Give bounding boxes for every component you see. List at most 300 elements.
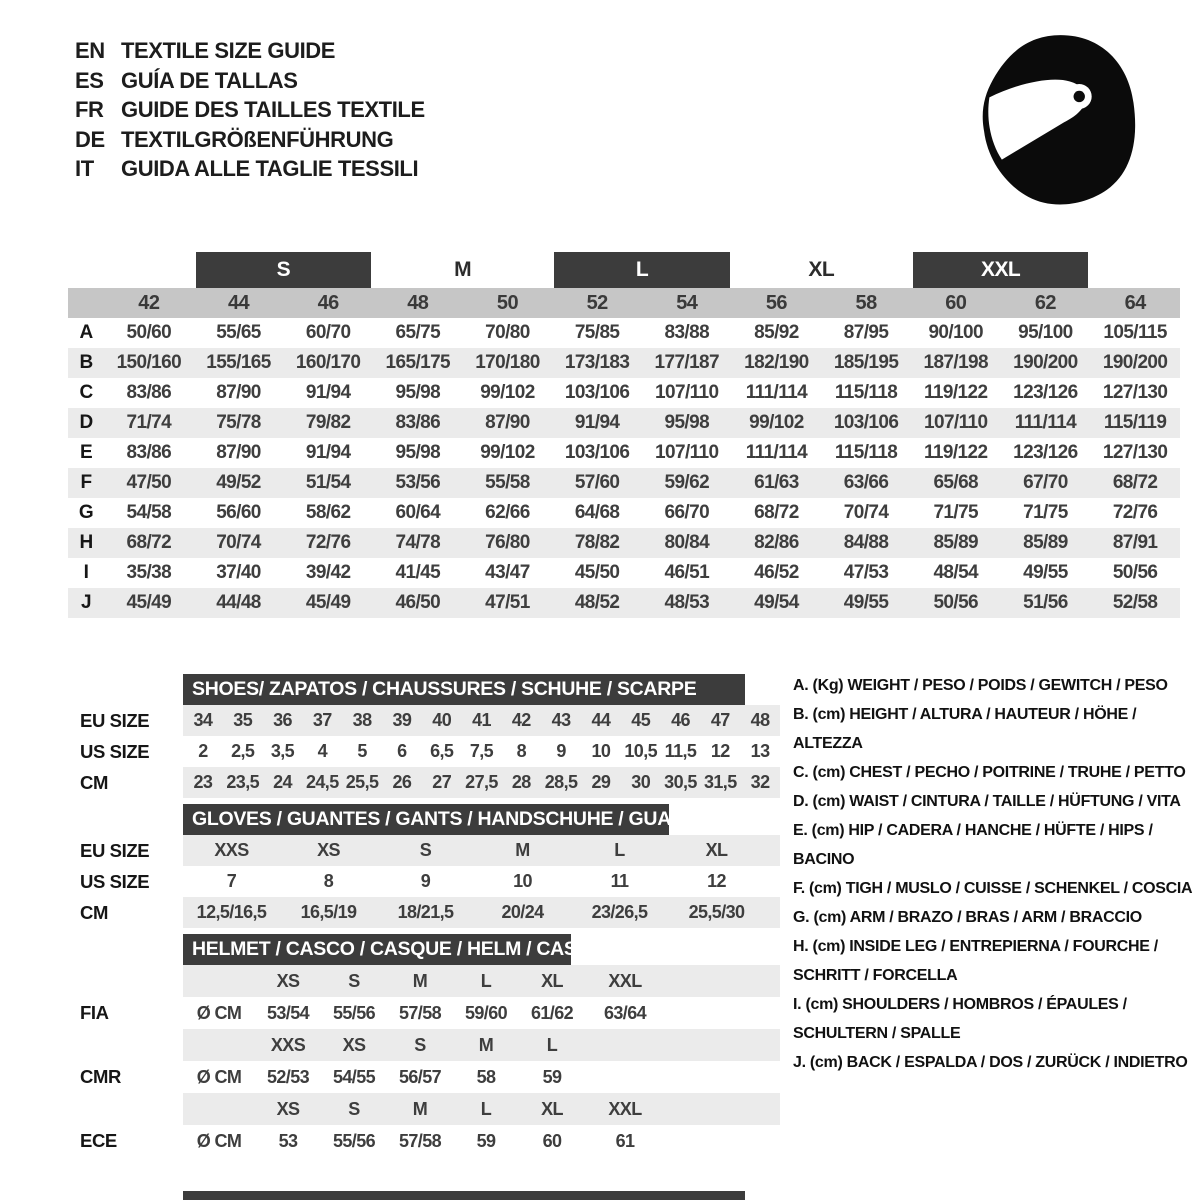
standard-label-fia: FIA: [80, 1002, 109, 1023]
helmet-title: HELMET / CASCO / CASQUE / HELM / CASCO: [183, 934, 571, 965]
measurement-value: 85/92: [754, 322, 799, 343]
measurement-value: 79/82: [283, 408, 373, 438]
measurement-value: 68/72: [754, 502, 799, 523]
legend-text: SHOULDERS / HOMBROS / ÉPAULES / SCHULTERN / SPALLE: [793, 996, 1127, 1042]
size-value: 23: [193, 772, 213, 792]
legend-text: HEIGHT / ALTURA / HAUTEUR / HÖHE / ALTEZZA: [793, 706, 1137, 752]
legend-item-h: [793, 932, 1193, 990]
legend-item-c: [793, 758, 1193, 787]
helmet-size-label: XS: [276, 970, 300, 991]
language-code: DE: [75, 126, 105, 152]
helmet-size-value: 56/57: [398, 1066, 442, 1087]
legend-key: I.: [793, 996, 806, 1013]
numeric-size-label: 42: [104, 288, 194, 318]
numeric-size-label: 50: [463, 288, 553, 318]
language-title-row: [75, 95, 425, 125]
measurement-row-d: [68, 408, 1180, 438]
size-value: 3,5: [270, 741, 295, 761]
measurement-value: 48/53: [642, 588, 732, 618]
measurement-value: 123/126: [1013, 442, 1078, 463]
measurement-row-letter: I: [83, 562, 89, 583]
legend-item-i: [793, 990, 1193, 1048]
helmet-size-value: 59: [542, 1066, 562, 1087]
helmet-size-value: 58: [476, 1066, 496, 1087]
measurement-row-g: [68, 498, 1180, 528]
numeric-size-label: 56: [732, 288, 822, 318]
guide-title: GUIDA ALLE TAGLIE TESSILI: [121, 156, 419, 181]
size-value: 6,5: [430, 741, 454, 761]
measurement-value: 85/89: [1001, 528, 1091, 558]
size-value: 44: [591, 710, 611, 730]
size-value: 11,5: [664, 741, 697, 761]
measurement-value: 119/122: [924, 442, 988, 463]
row-values: [183, 866, 780, 897]
measurement-value: 71/74: [104, 408, 194, 438]
measurement-value: 54/58: [126, 502, 172, 523]
measurement-value: 82/86: [732, 528, 822, 558]
measurement-value: 49/55: [821, 588, 911, 618]
legend-key: D.: [793, 793, 813, 810]
measurement-value: 173/183: [552, 348, 642, 378]
measurement-value: 76/80: [463, 528, 553, 558]
measurement-value: 190/200: [1090, 348, 1180, 378]
measurement-value: 115/118: [834, 382, 898, 403]
measurement-value: 107/110: [655, 442, 719, 463]
legend-unit: (cm): [809, 880, 846, 897]
cropped-section-header-bar: [183, 1191, 745, 1200]
measurement-row-letter: H: [68, 528, 104, 558]
size-group-cell: [911, 250, 1090, 288]
shoes-size-table: [68, 674, 783, 798]
measurement-value: 177/187: [642, 348, 732, 378]
helmet-size-value: 55/56: [332, 1002, 376, 1023]
measurement-row-e: [68, 438, 1180, 468]
helmet-size-label: L: [480, 970, 492, 991]
measurement-row-letter: C: [79, 382, 93, 403]
measurement-value: 68/72: [1090, 468, 1180, 498]
numeric-size-label: 46: [283, 288, 373, 318]
row-label-us-size: US SIZE: [80, 740, 150, 762]
numeric-size-label: 64: [1090, 288, 1180, 318]
language-title-row: [75, 154, 425, 184]
measurement-value: 46/51: [664, 562, 710, 583]
measurement-value: 85/89: [911, 528, 1001, 558]
legend-item-g: [793, 903, 1193, 932]
row-values: [183, 767, 780, 798]
visor-pivot-inner: [1074, 91, 1085, 102]
size-value: 7,5: [469, 741, 494, 761]
standard-label-ece: ECE: [80, 1130, 117, 1151]
measurement-value: 84/88: [821, 528, 911, 558]
legend-item-d: [793, 787, 1193, 816]
legend-item-a: [793, 671, 1193, 700]
measurement-value: 111/114: [1001, 408, 1091, 438]
size-value: 27: [432, 772, 452, 792]
size-value: 47: [710, 710, 730, 730]
legend-text: BACK / ESPALDA / DOS / ZURÜCK / INDIETRO: [846, 1054, 1188, 1071]
helmet-size-value: 63/64: [603, 1002, 647, 1023]
size-value: 2: [198, 741, 208, 761]
size-value: XS: [317, 840, 340, 860]
size-value: 29: [591, 772, 611, 792]
language-code: IT: [75, 156, 94, 181]
size-value: 25,5: [345, 772, 379, 792]
measurement-row-f: [68, 468, 1180, 498]
size-value: 45: [631, 710, 651, 730]
helmet-size-label: M: [412, 1098, 428, 1119]
size-value: 8: [516, 741, 526, 761]
measurement-value: 41/45: [395, 562, 441, 583]
size-value: 23/26,5: [591, 902, 648, 922]
measurement-value: 95/100: [1018, 322, 1073, 343]
numeric-size-label: 44: [194, 288, 284, 318]
measurement-value: 46/52: [754, 562, 799, 583]
measurement-value: 57/60: [552, 468, 642, 498]
legend-text: WEIGHT / PESO / POIDS / GEWITCH / PESO: [847, 677, 1168, 694]
measurement-value: 55/58: [463, 468, 553, 498]
size-value: S: [419, 840, 432, 860]
size-value: 10: [591, 741, 611, 761]
measurement-value: 91/94: [305, 442, 351, 463]
size-value: 9: [420, 871, 431, 891]
size-value: 31,5: [703, 772, 737, 792]
size-value: 5: [357, 741, 367, 761]
size-value: 13: [750, 741, 770, 761]
legend-item-f: [793, 874, 1193, 903]
legend-text: TIGH / MUSLO / CUISSE / SCHENKEL / COSCIA: [845, 880, 1193, 897]
measurement-value: 83/86: [126, 382, 172, 403]
standard-label-cmr: CMR: [80, 1066, 121, 1087]
legend-key: C.: [793, 764, 813, 781]
measurement-value: 80/84: [642, 528, 732, 558]
legend-unit: (Kg): [812, 677, 848, 694]
numeric-size-label: 48: [373, 288, 463, 318]
measurement-value: 95/98: [395, 382, 441, 403]
legend-text: CHEST / PECHO / POITRINE / TRUHE / PETTO: [849, 764, 1186, 781]
size-group-cell: [552, 250, 731, 288]
legend-item-e: [793, 816, 1193, 874]
measurement-value: 127/130: [1102, 382, 1168, 403]
size-value: 9: [556, 741, 566, 761]
measurement-value: 103/106: [564, 382, 630, 403]
legend-key: H.: [793, 938, 813, 955]
numeric-size-label: 58: [821, 288, 911, 318]
helmet-size-label: XXL: [608, 970, 642, 991]
measurement-value: 43/47: [485, 562, 530, 583]
size-value: XL: [705, 840, 728, 860]
measurement-value: 182/190: [732, 348, 822, 378]
size-group-label-m: M: [454, 258, 472, 281]
measurement-value: 87/90: [463, 408, 553, 438]
measurement-value: 78/82: [552, 528, 642, 558]
size-value: 18/21,5: [397, 902, 454, 922]
measurement-value: 70/74: [194, 528, 284, 558]
size-value: 20/24: [501, 902, 544, 922]
helmet-size-label: S: [348, 1098, 360, 1119]
legend-unit: (cm): [812, 706, 850, 723]
measurement-value: 119/122: [924, 382, 988, 403]
measurement-value: 127/130: [1102, 442, 1168, 463]
measurement-value: 63/66: [821, 468, 911, 498]
legend-key: B.: [793, 706, 813, 723]
size-value: 12,5/16,5: [196, 902, 267, 922]
measurement-value: 37/40: [216, 562, 261, 583]
legend-key: A.: [793, 677, 813, 694]
measurement-value: 75/85: [574, 322, 620, 343]
measurement-value: 65/68: [911, 468, 1001, 498]
size-row: [68, 866, 783, 897]
helmet-size-label: XXL: [608, 1098, 642, 1119]
size-value: 24: [273, 772, 292, 792]
diameter-unit-label: Ø CM: [196, 1130, 242, 1151]
size-value: 28,5: [544, 772, 578, 792]
helmet-size-value: 57/58: [398, 1130, 442, 1151]
helmet-size-label: XL: [541, 970, 563, 991]
gloves-title: GLOVES / GUANTES / GANTS / HANDSCHUHE / GUANTI: [183, 804, 669, 835]
helmet-size-value: 59/60: [464, 1002, 508, 1023]
row-label-spacer: [68, 965, 183, 997]
measurement-value: 48/54: [933, 562, 978, 583]
measurement-value: 91/94: [305, 382, 351, 403]
measurement-value: 87/91: [1090, 528, 1180, 558]
measurement-value: 75/78: [194, 408, 284, 438]
size-value: 34: [193, 710, 213, 730]
measurement-value: 95/98: [395, 442, 441, 463]
row-label-eu-size: EU SIZE: [80, 839, 150, 861]
helmet-value-row-fia: [68, 997, 783, 1029]
row-label-eu-size: EU SIZE: [80, 709, 150, 731]
numeric-size-label: 60: [911, 288, 1001, 318]
legend-unit: (cm): [809, 1054, 847, 1071]
racing-helmet-icon: [968, 28, 1146, 213]
measurement-value: 103/106: [821, 408, 911, 438]
size-value: L: [614, 840, 625, 860]
measurement-value: 70/74: [843, 502, 889, 523]
measurement-value: 68/72: [104, 528, 194, 558]
measurement-value: 45/49: [283, 588, 373, 618]
legend-text: HIP / CADERA / HANCHE / HÜFTE / HIPS / BACINO: [793, 822, 1153, 868]
helmet-size-value: 53: [278, 1130, 298, 1151]
language-code: ES: [75, 67, 104, 93]
size-group-cell: [373, 250, 552, 288]
guide-title: GUÍA DE TALLAS: [121, 67, 298, 93]
legend-key: E.: [793, 822, 812, 839]
size-value: 16,5/19: [300, 902, 357, 922]
measurement-row-a: [68, 318, 1180, 348]
measurement-value: 50/56: [911, 588, 1001, 618]
measurement-value: 47/50: [104, 468, 194, 498]
measurement-value: 58/62: [305, 502, 351, 523]
measurement-value: 187/198: [911, 348, 1001, 378]
row-label-spacer: [68, 1029, 183, 1061]
language-title-row: [75, 66, 425, 96]
size-value: 35: [233, 710, 253, 730]
measurement-value: 49/52: [194, 468, 284, 498]
helmet-size-label: L: [546, 1034, 558, 1055]
measurement-value: 87/90: [216, 442, 261, 463]
size-value: 23,5: [226, 772, 260, 792]
measurement-row-letter: F: [68, 468, 104, 498]
measurement-value: 52/58: [1090, 588, 1180, 618]
measurement-value: 56/60: [216, 502, 261, 523]
row-values: [183, 897, 780, 928]
measurement-value: 71/75: [1023, 502, 1068, 523]
measurement-value: 35/38: [126, 562, 172, 583]
measurement-value: 49/54: [732, 588, 822, 618]
measurement-row-h: [68, 528, 1180, 558]
measurement-value: 39/42: [305, 562, 351, 583]
measurement-value: 51/56: [1001, 588, 1091, 618]
size-group-spacer: [68, 250, 194, 288]
legend-text: WAIST / CINTURA / TAILLE / HÜFTUNG / VITA: [849, 793, 1181, 810]
measurement-value: 99/102: [480, 382, 535, 403]
size-value: 40: [432, 710, 452, 730]
measurement-row-letter: J: [68, 588, 104, 618]
legend-text: ARM / BRAZO / BRAS / ARM / BRACCIO: [849, 909, 1142, 926]
measurement-value: 105/115: [1103, 322, 1167, 343]
measurement-value: 91/94: [552, 408, 642, 438]
measurement-value: 83/88: [664, 322, 710, 343]
size-value: 30,5: [664, 772, 697, 792]
measurement-value: 74/78: [373, 528, 463, 558]
helmet-size-value: 59: [476, 1130, 496, 1151]
row-label-cm: CM: [80, 771, 108, 793]
measurement-row-letter: E: [79, 442, 93, 463]
helmet-size-header-row-ece: [68, 1093, 783, 1125]
measurement-value: 47/51: [463, 588, 553, 618]
size-group-spacer: [1090, 250, 1180, 288]
helmet-value-row-ece: [68, 1125, 783, 1157]
guide-title: TEXTILE SIZE GUIDE: [121, 38, 336, 63]
measurement-value: 48/52: [552, 588, 642, 618]
measurement-value: 123/126: [1013, 382, 1078, 403]
helmet-size-label: XS: [342, 1034, 366, 1055]
measurement-value: 155/165: [194, 348, 284, 378]
size-value: 4: [317, 741, 327, 761]
helmet-values: [183, 997, 780, 1029]
measurement-row-letter: G: [78, 502, 94, 523]
numeric-size-label: 54: [642, 288, 732, 318]
measurement-value: 47/53: [843, 562, 889, 583]
measurement-value: 190/200: [1001, 348, 1091, 378]
size-value: 10,5: [624, 741, 658, 761]
legend-unit: (cm): [812, 938, 850, 955]
measurement-value: 170/180: [463, 348, 553, 378]
helmet-size-value: 61: [615, 1130, 635, 1151]
measurement-row-letter: A: [79, 322, 93, 343]
measurement-value: 50/60: [126, 322, 172, 343]
size-row: [68, 736, 783, 767]
size-value: 28: [511, 772, 531, 792]
size-value: 46: [671, 710, 690, 730]
helmet-size-label: XXS: [270, 1034, 306, 1055]
size-group-row: [68, 250, 1180, 288]
legend-unit: (cm): [805, 996, 843, 1013]
helmet-size-table: [68, 934, 783, 1157]
size-value: 27,5: [465, 772, 498, 792]
guide-title: GUIDE DES TAILLES TEXTILE: [121, 97, 425, 122]
helmet-size-labels: [183, 1093, 780, 1125]
measurement-value: 67/70: [1001, 468, 1091, 498]
numeric-size-spacer: [68, 288, 104, 318]
size-value: 2,5: [231, 741, 255, 761]
helmet-size-header-row-fia: [68, 965, 783, 997]
measurement-value: 99/102: [480, 442, 535, 463]
helmet-size-label: S: [348, 970, 360, 991]
helmet-size-label: M: [478, 1034, 494, 1055]
measurement-value: 64/68: [574, 502, 620, 523]
measurement-value: 165/175: [373, 348, 463, 378]
measurement-row-letter: B: [68, 348, 104, 378]
measurement-row-c: [68, 378, 1180, 408]
row-values: [183, 736, 780, 767]
legend-unit: (cm): [811, 822, 849, 839]
measurement-value: 95/98: [642, 408, 732, 438]
measurement-value: 115/118: [834, 442, 898, 463]
legend-item-b: [793, 700, 1193, 758]
measurement-value: 115/119: [1090, 408, 1180, 438]
measurement-value: 49/55: [1023, 562, 1068, 583]
helmet-size-label: XS: [276, 1098, 300, 1119]
size-row: [68, 705, 783, 736]
measurement-value: 45/49: [104, 588, 194, 618]
measurement-value: 72/76: [283, 528, 373, 558]
measurement-row-b: [68, 348, 1180, 378]
measurement-value: 71/75: [933, 502, 978, 523]
measurement-value: 87/95: [843, 322, 889, 343]
helmet-size-value: 61/62: [530, 1002, 574, 1023]
measurement-row-j: [68, 588, 1180, 618]
row-values: [183, 705, 780, 736]
size-value: 38: [352, 710, 372, 730]
measurement-value: 60/70: [305, 322, 351, 343]
gloves-size-table: [68, 804, 783, 928]
diameter-unit-label: Ø CM: [196, 1066, 242, 1087]
size-group-label-s: S: [196, 252, 371, 288]
language-title-row: [75, 125, 425, 155]
size-value: 41: [472, 710, 491, 730]
measurement-value: 44/48: [194, 588, 284, 618]
measurement-value: 111/114: [745, 382, 808, 403]
measurement-value: 51/54: [283, 468, 373, 498]
size-value: 12: [710, 741, 730, 761]
numeric-size-label: 62: [1001, 288, 1091, 318]
measurement-value: 83/86: [126, 442, 172, 463]
legend-unit: (cm): [812, 793, 850, 810]
language-title-row: [75, 36, 425, 66]
helmet-size-labels: [183, 1029, 780, 1061]
helmet-values: [183, 1061, 780, 1093]
row-label-us-size: US SIZE: [80, 870, 150, 892]
size-group-cell: [194, 250, 373, 288]
size-value: 7: [226, 871, 237, 891]
row-label-spacer: [68, 1093, 183, 1125]
diameter-unit-label: Ø CM: [196, 1002, 242, 1023]
size-value: 39: [392, 710, 412, 730]
measurement-value: 50/56: [1112, 562, 1158, 583]
measurement-row-letter: D: [68, 408, 104, 438]
size-value: 11: [610, 871, 629, 891]
measurement-value: 90/100: [928, 322, 983, 343]
measurement-value: 61/63: [732, 468, 822, 498]
size-value: 12: [707, 871, 726, 891]
legend-key: G.: [793, 909, 814, 926]
measurement-value: 111/114: [745, 442, 808, 463]
size-value: 8: [323, 871, 334, 891]
measurement-value: 45/50: [574, 562, 620, 583]
legend-key: J.: [793, 1054, 810, 1071]
legend-text: INSIDE LEG / ENTREPIERNA / FOURCHE / SCHRITT / FORCELLA: [793, 938, 1158, 984]
